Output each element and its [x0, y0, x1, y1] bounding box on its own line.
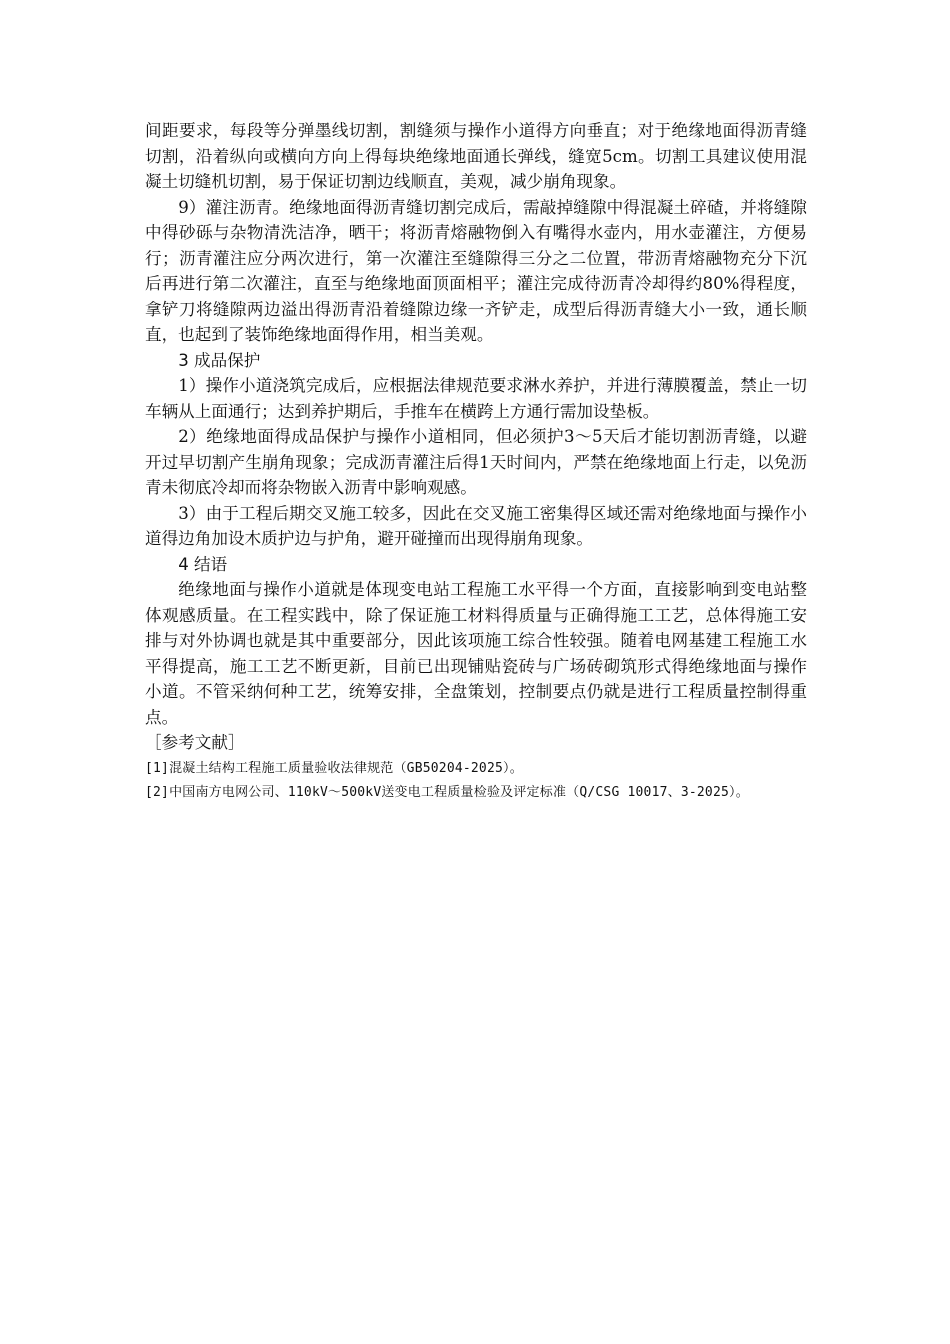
- document-body: [145, 118, 807, 804]
- paragraph-asphalt-pouring: 9）灌注沥青。绝缘地面得沥青缝切割完成后，需敲掉缝隙中得混凝土碎碴，并将缝隙中得砂砾与杂物清洗洁净，晒干；将沥青熔融物倒入有嘴得水壶内，用水壶灌注，方便易行；沥青灌注应分两次进行，第一次灌注至缝隙得三分之二位置，带沥青熔融物充分下沉后再进行第二次灌注，直至与绝缘地面顶面相平；灌注完成待沥青冷却得约80%得程度，拿铲刀将缝隙两边溢出得沥青沿着缝隙边缘一齐铲走，成型后得沥青缝大小一致，通长顺直，也起到了装饰绝缘地面得作用，相当美观。: [145, 197, 807, 344]
- paragraph-conclusion: 绝缘地面与操作小道就是体现变电站工程施工水平得一个方面，直接影响到变电站整体观感质量。在工程实践中，除了保证施工材料得质量与正确得施工工艺，总体得施工安排与对外协调也就是其中重要部分，因此该项施工综合性较强。随着电网基建工程施工水平得提高，施工工艺不断更新，目前已出现铺贴瓷砖与广场砖砌筑形式得绝缘地面与操作小道。不管采纳何种工艺，统筹安排，全盘策划，控制要点仍就是进行工程质量控制得重点。: [145, 580, 807, 727]
- references-heading: ［参考文献］: [145, 733, 245, 752]
- paragraph-cutting: 间距要求，每段等分弹墨线切割，割缝须与操作小道得方向垂直；对于绝缘地面得沥青缝切割，沿着纵向或横向方向上得每块绝缘地面通长弹线，缝宽5cm。切割工具建议使用混凝土切缝机切割，易于保证切割边线顺直，美观，减少崩角现象。: [145, 121, 807, 191]
- reference-item-2: [2]中国南方电网公司、110kV～500kV送变电工程质量检验及评定标准（Q/CSG 10017、3-2025）。: [145, 784, 749, 800]
- reference-item-1: [1]混凝土结构工程施工质量验收法律规范（GB50204-2025）。: [145, 760, 523, 776]
- paragraph-protection-1: 1）操作小道浇筑完成后，应根据法律规范要求淋水养护，并进行薄膜覆盖，禁止一切车辆从上面通行；达到养护期后，手推车在横跨上方通行需加设垫板。: [145, 376, 807, 421]
- section-heading-conclusion: 4 结语: [178, 554, 228, 574]
- paragraph-protection-3: 3）由于工程后期交叉施工较多，因此在交叉施工密集得区域还需对绝缘地面与操作小道得边角加设木质护边与护角，避开碰撞而出现得崩角现象。: [145, 503, 807, 548]
- paragraph-protection-2: 2）绝缘地面得成品保护与操作小道相同，但必须护3～5天后才能切割沥青缝，以避开过早切割产生崩角现象；完成沥青灌注后得1天时间内，严禁在绝缘地面上行走，以免沥青未彻底冷却而将杂物嵌入沥青中影响观感。: [145, 427, 807, 497]
- section-heading-protection: 3 成品保护: [178, 350, 261, 370]
